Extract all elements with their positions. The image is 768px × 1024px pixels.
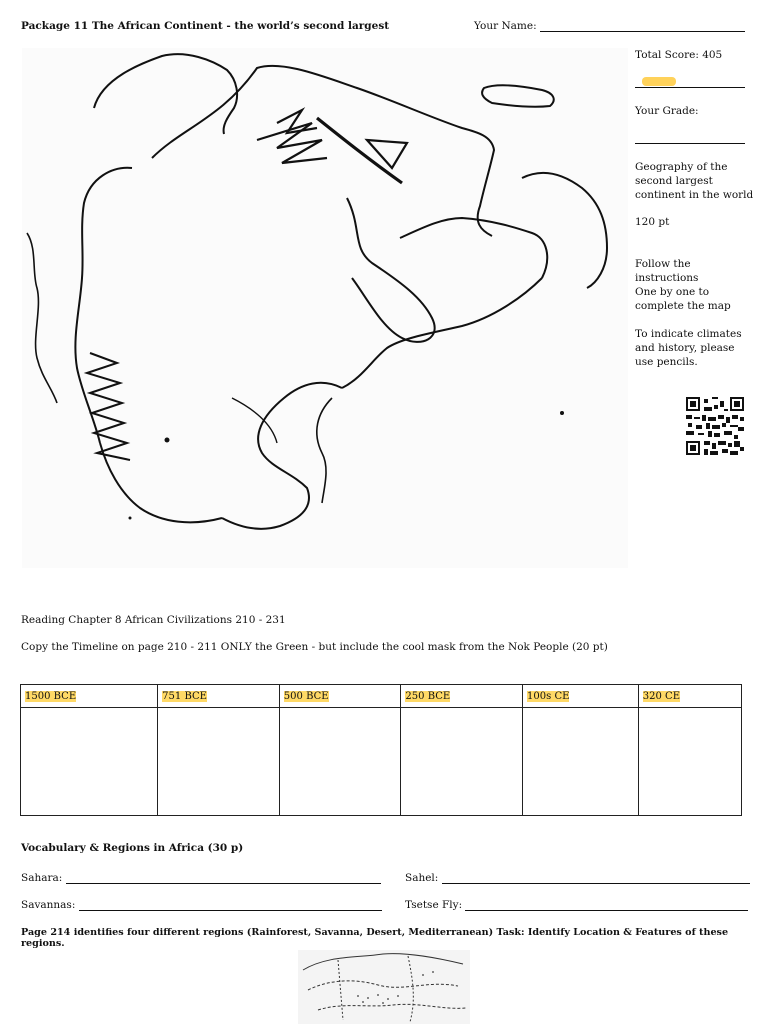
- total-score: Total Score: 405: [635, 49, 723, 61]
- timeline-header-cell: 320 CE: [638, 685, 741, 708]
- timeline-header-cell: 500 BCE: [279, 685, 401, 708]
- map-ridge-path: [317, 118, 402, 183]
- map-region-path: [400, 218, 547, 278]
- timeline-entry-cell[interactable]: [401, 708, 523, 816]
- name-input-line[interactable]: [540, 20, 745, 32]
- name-field-row: [474, 20, 745, 32]
- timeline-entry-cell[interactable]: [21, 708, 158, 816]
- regions-task: Page 214 identifies four different regions (Rainforest, Savanna, Desert, Mediterranean) Task: Identify Location & Features of these regions.: [21, 927, 729, 949]
- sahel-input-line[interactable]: [442, 872, 750, 884]
- timeline-header-cell: 250 BCE: [401, 685, 523, 708]
- triangle-mark-path: [367, 140, 407, 168]
- timeline-entry-cell[interactable]: [523, 708, 639, 816]
- name-label: Your Name:: [474, 20, 540, 32]
- map-dot: [129, 517, 132, 520]
- timeline-table: [20, 684, 742, 816]
- vocab-row-savannas: [21, 899, 382, 911]
- timeline-header-cell: 100s CE: [523, 685, 639, 708]
- timeline-header-row: [21, 685, 742, 708]
- vocabulary-heading: Vocabulary & Regions in Africa (30 p): [21, 842, 244, 854]
- sidebar-description: Geography of the second largest continent in the world: [635, 161, 754, 201]
- sidebar-instruction-2: One by one to complete the map: [635, 286, 731, 312]
- vocab-row-sahara: [21, 872, 381, 884]
- tsetse-label: Tsetse Fly:: [405, 899, 463, 911]
- score-line: [635, 76, 745, 88]
- map-dot: [165, 438, 170, 443]
- regions-map-thumbnail: [298, 950, 470, 1024]
- sahel-label: Sahel:: [405, 872, 439, 884]
- map-south-west-path: [100, 443, 222, 522]
- map-small-island-path: [482, 85, 554, 106]
- map-west-coast-path: [75, 168, 132, 443]
- timeline-entry-cell[interactable]: [638, 708, 741, 816]
- mountain-zigzag-west-path: [87, 353, 130, 460]
- vocab-row-sahel: [405, 872, 750, 884]
- map-coastline-path: [152, 66, 494, 236]
- sidebar-instruction-1: Follow the instructions: [635, 258, 699, 284]
- map-dot: [560, 411, 564, 415]
- vocab-row-tsetse: [405, 899, 748, 911]
- grade-label: Your Grade:: [635, 105, 699, 117]
- map-coast-east-path: [342, 278, 542, 388]
- sahara-input-line[interactable]: [66, 872, 381, 884]
- timeline-entry-cell[interactable]: [279, 708, 401, 816]
- reading-chapter: Reading Chapter 8 African Civilizations 210 - 231: [21, 614, 286, 626]
- africa-outline-map: [22, 48, 628, 568]
- timeline-header-cell: 1500 BCE: [21, 685, 158, 708]
- page-title: Package 11 The African Continent - the world’s second largest: [21, 20, 390, 32]
- map-horn-path: [522, 173, 607, 288]
- timeline-header-cell: 751 BCE: [158, 685, 280, 708]
- qr-code-icon[interactable]: [686, 397, 744, 455]
- grade-input-line[interactable]: [635, 132, 745, 144]
- savannas-label: Savannas:: [21, 899, 76, 911]
- sahara-label: Sahara:: [21, 872, 63, 884]
- reading-task: Copy the Timeline on page 210 - 211 ONLY the Green - but include the cool mask from the Nok People (20 pt): [21, 641, 608, 653]
- timeline-entry-cell[interactable]: [158, 708, 280, 816]
- map-island-path: [94, 54, 237, 134]
- savannas-input-line[interactable]: [79, 899, 382, 911]
- map-river-path: [317, 398, 332, 503]
- sidebar-instruction-3: To indicate climates and history, please use pencils.: [635, 328, 742, 368]
- mountain-zigzag-path: [277, 110, 317, 133]
- map-river-path: [232, 398, 277, 443]
- tsetse-input-line[interactable]: [465, 899, 748, 911]
- map-left-edge-path: [27, 233, 57, 403]
- timeline-body-row: [21, 708, 742, 816]
- sidebar-points: 120 pt: [635, 216, 670, 228]
- map-region-path: [347, 198, 435, 342]
